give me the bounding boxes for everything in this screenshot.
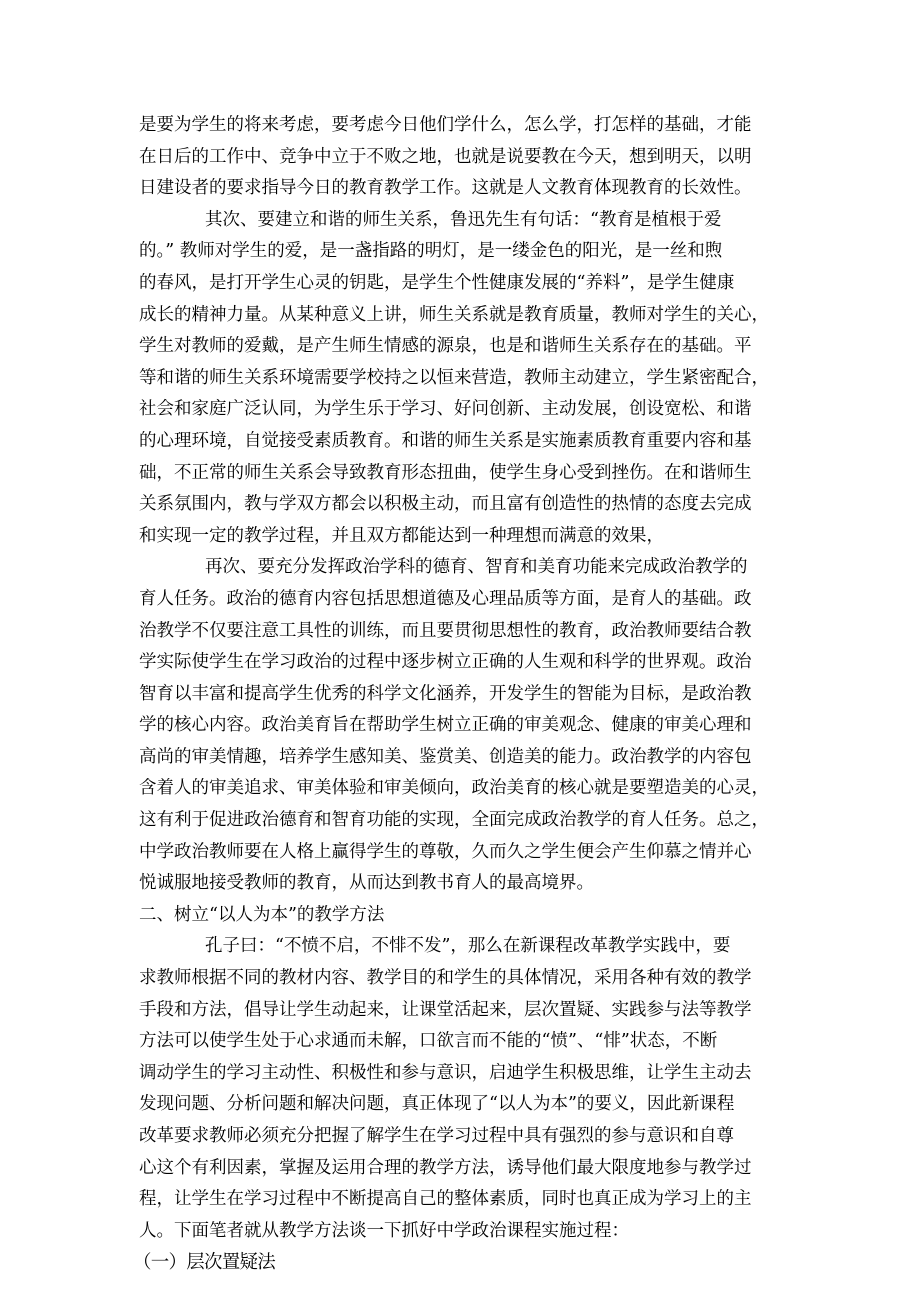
paragraph-line: 学实际使学生在学习政治的过程中逐步树立正确的人生观和科学的世界观。政治: [139, 652, 752, 673]
paragraph-first-line: 孔子曰：“不愤不启，不悱不发”，那么在新课程改革教学实践中，要: [205, 936, 731, 957]
paragraph-first-line: 其次、要建立和谐的师生关系，鲁迅先生有句话：“教育是植根于爱: [205, 209, 722, 230]
paragraph-line: 治教学不仅要注意工具性的训练，而且要贯彻思想性的教育，政治教师要结合教: [139, 620, 752, 641]
paragraph-line: 的心理环境，自觉接受素质教育。和谐的师生关系是实施素质教育重要内容和基: [139, 430, 752, 451]
paragraph-line: 求教师根据不同的教材内容、教学目的和学生的具体情况，采用各种有效的教学: [139, 968, 752, 989]
paragraph-line: 是要为学生的将来考虑，要考虑今日他们学什么，怎么学，打怎样的基础，才能: [139, 115, 752, 135]
paragraph-line: 心这个有利因素，掌握及运用合理的教学方法，诱导他们最大限度地参与教学过: [139, 1157, 752, 1178]
paragraph-line: 关系氛围内，教与学双方都会以积极主动，而且富有创造性的热情的态度去完成: [139, 494, 752, 515]
document-page: [133, 110, 783, 1279]
paragraph-line: 人。下面笔者就从教学方法谈一下抓好中学政治课程实施过程：: [139, 1220, 629, 1241]
paragraph-line: 在日后的工作中、竞争中立于不败之地，也就是说要教在今天，想到明天，以明: [139, 146, 752, 167]
paragraph-line: 学的核心内容。政治美育旨在帮助学生树立正确的审美观念、健康的审美心理和: [139, 715, 752, 736]
paragraph-line: 含着人的审美追求、审美体验和审美倾向，政治美育的核心就是要塑造美的心灵，: [139, 778, 769, 799]
paragraph-line: 手段和方法，倡导让学生动起来，让课堂活起来，层次置疑、实践参与法等教学: [139, 999, 752, 1020]
paragraph-line: 成长的精神力量。从某种意义上讲，师生关系就是教育质量，教师对学生的关心，: [139, 304, 769, 325]
paragraph-line: 中学政治教师要在人格上赢得学生的尊敬，久而久之学生便会产生仰慕之情并心: [139, 841, 752, 862]
paragraph-line: 程，让学生在学习过程中不断提高自己的整体素质，同时也真正成为学习上的主: [139, 1189, 752, 1210]
paragraph-line: 的。” 教师对学生的爱，是一盏指路的明灯，是一缕金色的阳光，是一丝和煦: [139, 241, 723, 262]
paragraph-first-line: 再次、要充分发挥政治学科的德育、智育和美育功能来完成政治教学的: [205, 557, 748, 578]
paragraph-line: 育人任务。政治的德育内容包括思想道德及心理品质等方面，是育人的基础。政: [139, 588, 752, 609]
paragraph-line: 和实现一定的教学过程，并且双方都能达到一种理想而满意的效果，: [139, 525, 664, 546]
paragraph-line: 方法可以使学生处于心求通而未解，口欲言而不能的“愤”、“悱”状态，不断: [139, 1031, 718, 1052]
paragraph-line: 调动学生的学习主动性、积极性和参与意识，启迪学生积极思维，让学生主动去: [139, 1062, 752, 1083]
paragraph-line: 学生对教师的爱戴，是产生师生情感的源泉，也是和谐师生关系存在的基础。平: [139, 336, 752, 357]
paragraph-line: 发现问题、分析问题和解决问题，真正体现了“以人为本”的要义，因此新课程: [139, 1094, 735, 1115]
paragraph-line: 智育以丰富和提高学生优秀的科学文化涵养，开发学生的智能为目标，是政治教: [139, 683, 752, 704]
subsection-heading: （一）层次置疑法: [133, 1252, 276, 1274]
section-heading: 二、树立“以人为本”的教学方法: [139, 904, 385, 925]
paragraph-line: 的春风，是打开学生心灵的钥匙，是学生个性健康发展的“养料”，是学生健康: [139, 272, 735, 293]
paragraph-line: 悦诚服地接受教师的教育，从而达到教书育人的最高境界。: [139, 873, 594, 894]
paragraph-line: 础，不正常的师生关系会导致教育形态扭曲，使学生身心受到挫伤。在和谐师生: [139, 462, 752, 483]
paragraph-line: 社会和家庭广泛认同，为学生乐于学习、好问创新、主动发展，创设宽松、和谐: [139, 399, 752, 420]
paragraph-line: 改革要求教师必须充分把握了解学生在学习过程中具有强烈的参与意识和自尊: [139, 1126, 734, 1146]
paragraph-line: 等和谐的师生关系环境需要学校持之以恒来营造，教师主动建立，学生紧密配合，: [139, 367, 769, 388]
paragraph-line: 这有利于促进政治德育和智育功能的实现，全面完成政治教学的育人任务。总之，: [139, 810, 769, 831]
paragraph-line: 高尚的审美情趣，培养学生感知美、鉴赏美、创造美的能力。政治教学的内容包: [139, 746, 752, 767]
paragraph-line: 日建设者的要求指导今日的教育教学工作。这就是人文教育体现教育的长效性。: [139, 178, 752, 199]
